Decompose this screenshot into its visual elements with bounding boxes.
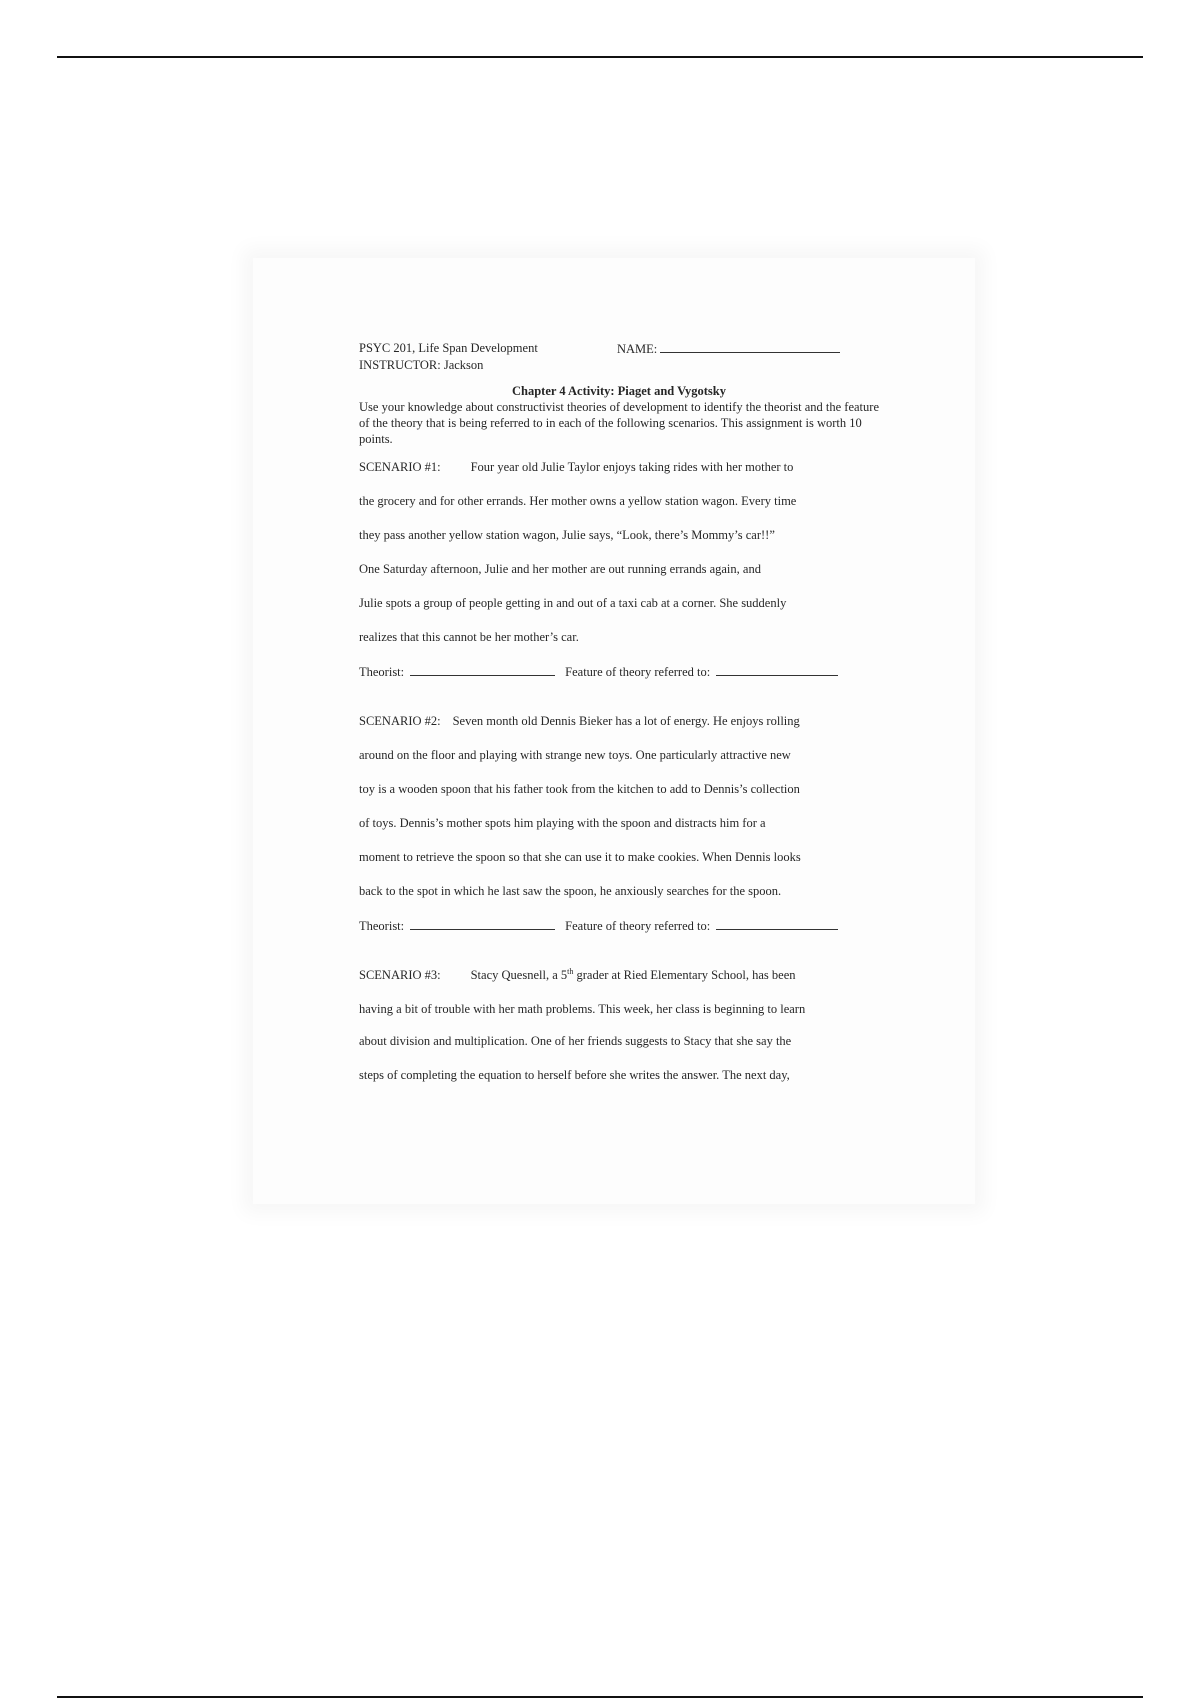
top-rule [57, 56, 1143, 58]
feature-label: Feature of theory referred to: [565, 919, 711, 933]
scenario-2 [359, 713, 879, 967]
theorist-blank [410, 663, 555, 676]
scenario-3-line: about division and multiplication. One of her friends suggests to Stacy that she say the [359, 1034, 792, 1048]
scenario-text: Four year old Julie Taylor enjoys taking rides with her mother to [470, 460, 794, 474]
course-title: PSYC 201, Life Span Development [359, 341, 538, 355]
scenario-text: grader at Ried Elementary School, has been [573, 968, 796, 982]
name-blank [660, 340, 840, 353]
name-field [617, 340, 840, 357]
scenario-2-line [359, 713, 879, 747]
scenario-1-answer [359, 663, 879, 713]
scenario-1-label: SCENARIO #1: [359, 460, 441, 474]
scenario-1-line [359, 459, 879, 493]
scenario-1-line: the grocery and for other errands. Her mother owns a yellow station wagon. Every time [359, 494, 797, 508]
activity-title: Chapter 4 Activity: Piaget and Vygotsky [511, 384, 726, 398]
document-body [359, 340, 879, 1101]
scenario-2-answer [359, 917, 879, 967]
scenario-2-line: of toys. Dennis’s mother spots him playing with the spoon and distracts him for a [359, 816, 766, 830]
scenario-3-line [359, 967, 879, 1001]
name-label: NAME: [617, 342, 658, 356]
scenario-text: Stacy Quesnell, a 5 [470, 968, 568, 982]
scenario-2-line: around on the floor and playing with strange new toys. One particularly attractive new [359, 748, 791, 762]
feature-blank [716, 663, 838, 676]
scenario-2-line: toy is a wooden spoon that his father took from the kitchen to add to Dennis’s collection [359, 782, 800, 796]
scenario-1-line: they pass another yellow station wagon, Julie says, “Look, there’s Mommy’s car!!” [359, 528, 775, 542]
instructions: Use your knowledge about constructivist theories of development to identify the theorist and the feature of the theory that is being referred to in each of the following scenarios. This assignment is worth 10 points. [359, 400, 879, 446]
scenario-3-line: steps of completing the equation to herself before she writes the answer. The next day, [359, 1068, 790, 1082]
feature-label: Feature of theory referred to: [565, 665, 711, 679]
scenario-2-label: SCENARIO #2: [359, 714, 441, 728]
scenario-3 [359, 967, 879, 1101]
scenario-1-line: One Saturday afternoon, Julie and her mother are out running errands again, and [359, 562, 761, 576]
theorist-label: Theorist: [359, 919, 405, 933]
scenario-3-label: SCENARIO #3: [359, 968, 441, 982]
feature-blank [716, 917, 838, 930]
header-row-1 [359, 340, 879, 357]
theorist-label: Theorist: [359, 665, 405, 679]
scenario-2-line: back to the spot in which he last saw the spoon, he anxiously searches for the spoon. [359, 884, 782, 898]
bottom-rule [57, 1696, 1143, 1698]
theorist-blank [410, 917, 555, 930]
scenario-1-line: realizes that this cannot be her mother’s car. [359, 630, 579, 644]
scenario-3-line: having a bit of trouble with her math problems. This week, her class is beginning to learn [359, 1002, 806, 1016]
ordinal-suffix: th [567, 966, 574, 976]
scenario-text: Seven month old Dennis Bieker has a lot of energy. He enjoys rolling [452, 714, 800, 728]
scenario-1-line: Julie spots a group of people getting in and out of a taxi cab at a corner. She suddenly [359, 596, 787, 610]
scenario-2-line: moment to retrieve the spoon so that she can use it to make cookies. When Dennis looks [359, 850, 801, 864]
instructor: INSTRUCTOR: Jackson [359, 358, 484, 372]
scenario-1 [359, 459, 879, 713]
